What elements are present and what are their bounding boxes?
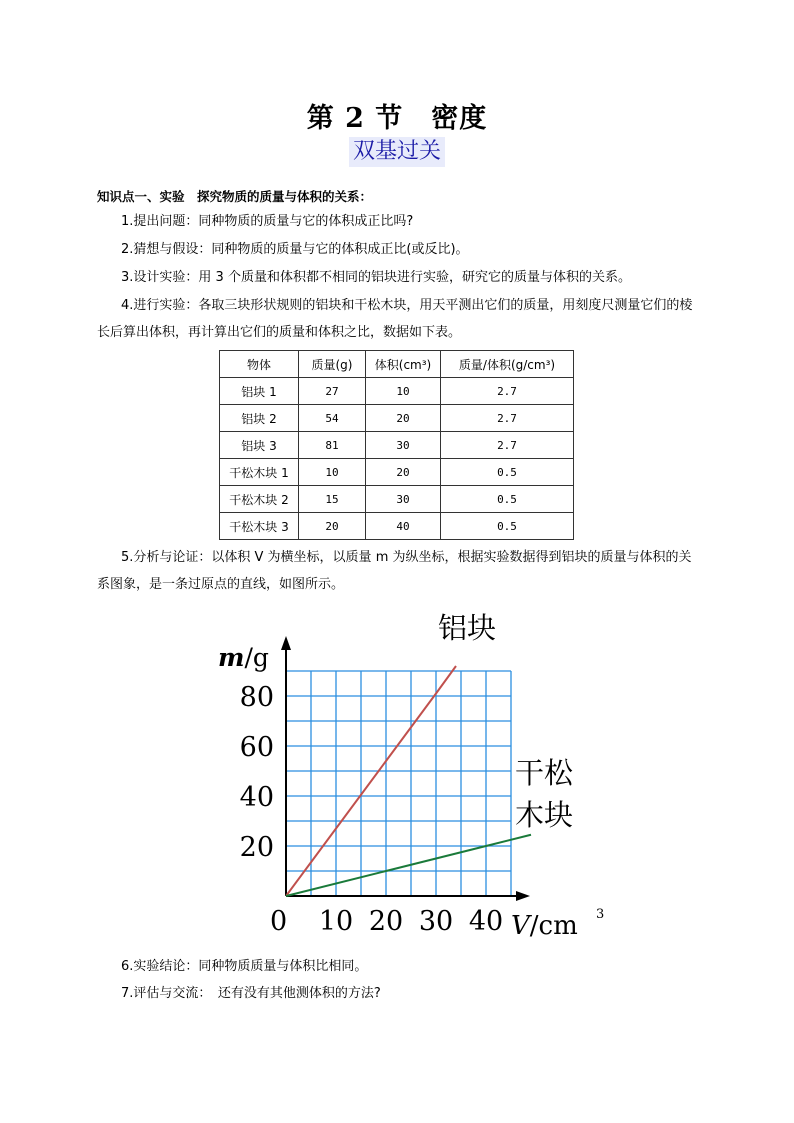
- table-cell: 干松木块 3: [220, 513, 299, 540]
- series-label-pine-line-1: 干松: [515, 756, 574, 790]
- x-tick-label: 20: [368, 906, 404, 937]
- table-cell: 20: [366, 405, 441, 432]
- table-cell: 20: [299, 513, 366, 540]
- table-cell: 15: [299, 486, 366, 513]
- table-cell: 27: [299, 378, 366, 405]
- section-subtitle: [0, 137, 794, 167]
- x-axis-unit-exponent: 3: [596, 907, 605, 922]
- y-axis-label: [218, 643, 269, 672]
- item-4-text: 4.进行实验：各取三块形状规则的铝块和干松木块，用天平测出它们的质量，用刻度尺测量它们的棱长后算出体积，再计算出它们的质量和体积之比，数据如下表。: [97, 298, 693, 340]
- table-cell: 20: [366, 459, 441, 486]
- table-row: [220, 459, 574, 486]
- item-4: [97, 292, 699, 346]
- y-tick-label: 60: [239, 732, 274, 763]
- y-axis-variable: m: [218, 643, 245, 672]
- knowledge-point-heading: 知识点一、实验 探究物质的质量与体积的关系：: [97, 189, 373, 204]
- chart-axes: [281, 636, 530, 901]
- x-tick-label: 10: [318, 906, 354, 937]
- table-header-cell: 质量(g): [299, 351, 366, 378]
- x-axis-variable: V: [511, 911, 530, 941]
- table-cell: 30: [366, 432, 441, 459]
- x-axis-label: [511, 911, 578, 941]
- table-cell: 0.5: [441, 486, 574, 513]
- item-1: [97, 208, 699, 235]
- table-cell: 10: [366, 378, 441, 405]
- item-3: [97, 264, 699, 291]
- table-header-cell: 物体: [220, 351, 299, 378]
- item-7-text: 7.评估与交流： 还有没有其他测体积的方法?: [121, 986, 381, 1001]
- item-3-text: 3.设计实验：用 3 个质量和体积都不相同的铝块进行实验，研究它的质量与体积的关系。: [121, 270, 631, 285]
- table-row: [220, 378, 574, 405]
- table-cell: 0.5: [441, 513, 574, 540]
- table-row: [220, 405, 574, 432]
- table-cell: 0.5: [441, 459, 574, 486]
- item-6: [97, 953, 699, 980]
- page-title: 第 2 节 密度: [306, 103, 488, 134]
- item-5-text: 5.分析与论证：以体积 V 为横坐标，以质量 m 为纵坐标，根据实验数据得到铝块的质量与体积的关系图象，是一条过原点的直线，如图所示。: [97, 550, 692, 592]
- item-1-text: 1.提出问题：同种物质的质量与它的体积成正比吗?: [121, 214, 414, 229]
- table-cell: 2.7: [441, 405, 574, 432]
- mass-volume-chart: [200, 600, 610, 945]
- x-tick-label: 40: [468, 906, 504, 937]
- table-cell: 干松木块 1: [220, 459, 299, 486]
- table-cell: 2.7: [441, 432, 574, 459]
- item-2-text: 2.猜想与假设：同种物质的质量与它的体积成正比(或反比)。: [121, 242, 469, 257]
- item-2: [97, 236, 699, 263]
- table-cell: 2.7: [441, 378, 574, 405]
- x-axis-arrow: [516, 891, 530, 901]
- table-cell: 10: [299, 459, 366, 486]
- x-axis-unit: /cm: [529, 911, 578, 941]
- table-cell: 30: [366, 486, 441, 513]
- table-cell: 81: [299, 432, 366, 459]
- table-cell: 干松木块 2: [220, 486, 299, 513]
- table-header-cell: 质量/体积(g/cm³): [441, 351, 574, 378]
- table-cell: 铝块 1: [220, 378, 299, 405]
- chart-tick-labels: [240, 682, 504, 937]
- table-cell: 铝块 2: [220, 405, 299, 432]
- item-5: [97, 544, 699, 598]
- item-7: [97, 980, 699, 1007]
- data-table: [219, 350, 574, 540]
- y-tick-label: 80: [239, 682, 274, 713]
- y-tick-label: 40: [239, 782, 274, 813]
- table-header-row: [220, 351, 574, 378]
- chart-series: [286, 666, 531, 896]
- origin-label: 0: [270, 906, 288, 937]
- table-cell: 40: [366, 513, 441, 540]
- x-tick-label: 30: [418, 906, 454, 937]
- chart-grid: [286, 671, 511, 896]
- series-label-aluminum: 铝块: [438, 611, 497, 645]
- table-cell: 54: [299, 405, 366, 432]
- series-line-pine: [286, 835, 531, 896]
- y-axis-arrow: [281, 636, 291, 650]
- table-row: [220, 486, 574, 513]
- subtitle-label: 双基过关: [349, 137, 445, 167]
- y-axis-unit: /g: [244, 643, 269, 672]
- table-header-cell: 体积(cm³): [366, 351, 441, 378]
- y-tick-label: 20: [239, 832, 274, 863]
- series-label-pine-line-2: 木块: [515, 798, 574, 832]
- item-6-text: 6.实验结论：同种物质质量与体积比相同。: [121, 959, 368, 974]
- table-row: [220, 432, 574, 459]
- table-row: [220, 513, 574, 540]
- table-cell: 铝块 3: [220, 432, 299, 459]
